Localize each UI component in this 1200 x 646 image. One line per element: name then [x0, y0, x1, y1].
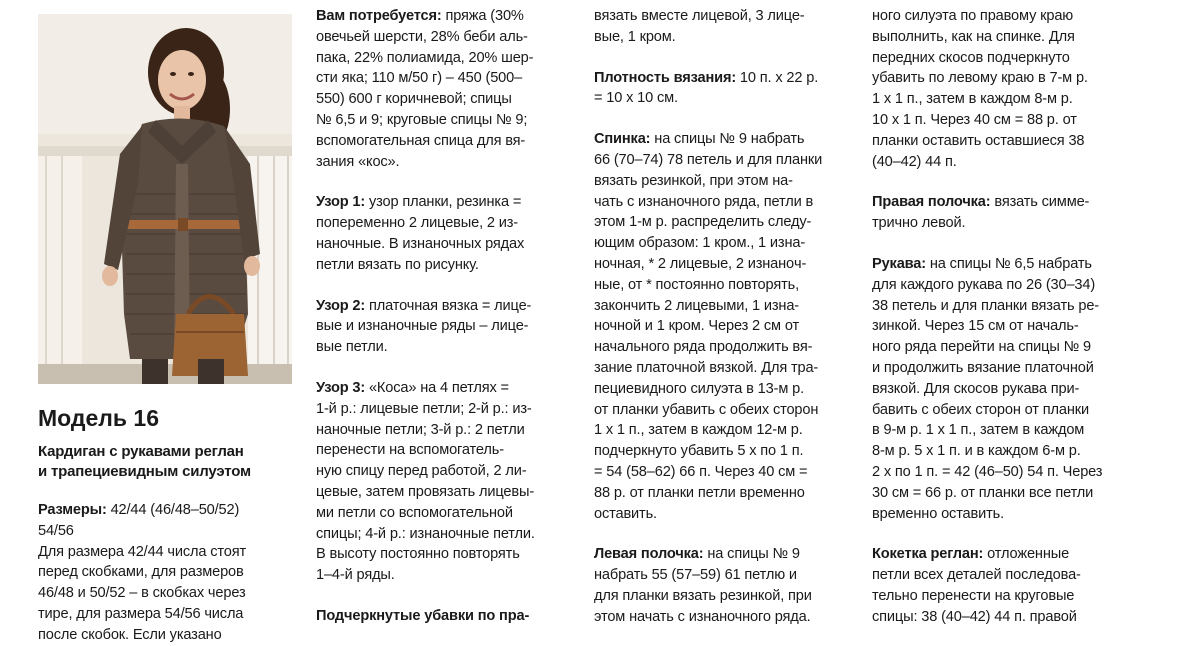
pattern2-label: Узор 2: [316, 297, 366, 314]
pattern3-label: Узор 3: [316, 379, 366, 396]
materials-label: Вам потребуется: [316, 8, 442, 24]
sleeves-label: Рукава: [872, 255, 926, 272]
model-photo-illustration [38, 14, 292, 384]
pattern3-paragraph [316, 378, 578, 586]
gauge-label: Плотность вязания: [594, 69, 737, 86]
text-column-2 [594, 6, 856, 636]
col3-continuation: ного силуэта по правому краю выполнить, как на спинке. Для передних скосов подчеркнуто убавить по левому краю в 7-м р. 1 х 1 п., затем в каждом 8-м р. 10 х 1 п. Через 40 см = 88 р. от планки оставить оставшиеся 38 (40–42) 44 п. [872, 8, 1088, 170]
decrease-paragraph [316, 606, 578, 627]
gauge-text: 10 п. х 22 р. = 10 х 10 см. [594, 69, 819, 107]
sizes-paragraph [38, 500, 296, 646]
raglan-paragraph [872, 544, 1134, 627]
raglan-label: Кокетка реглан: [872, 546, 984, 563]
model-title: Модель 16 [38, 405, 160, 431]
raglan-text: отложенные петли всех деталей последова- тельно перенести на круговые спицы: 38 (40–42) 44 п. правой [872, 546, 1081, 625]
sleeves-paragraph [872, 254, 1134, 524]
pattern1-label: Узор 1: [316, 194, 366, 211]
left-front-label: Левая полочка: [594, 546, 704, 563]
back-label: Спинка: [594, 131, 651, 148]
text-column-3 [872, 6, 1134, 636]
right-front-text: вязать симме- трично левой. [872, 194, 1090, 232]
model-photo [38, 14, 292, 384]
sizes-label: Размеры: [38, 502, 107, 518]
pattern2-text: платочная вязка = лице- вые и изнаночные ряды – лице- вые петли. [316, 297, 532, 356]
decrease-label: Подчеркнутые убавки по пра- [316, 607, 530, 624]
materials-text: пряжа (30% овечьей шерсти, 28% беби аль- пака, 22% полиамида, 20% шер- сти яка; 110 м/50 г) – 450 (500– 550) 600 г коричневой; спицы № 6,5 и 9; круговые спицы № 9; вспомогательная спица для вя- зания «кос». [316, 8, 534, 170]
left-front-text: на спицы № 9 набрать 55 (57–59) 61 петлю и для планки вязать резинкой, при этом начать с изнаночного ряда. [594, 546, 812, 625]
pattern2-paragraph [316, 296, 578, 358]
sizes-text: 42/44 (46/48–50/52) 54/56 Для размера 42/44 числа стоят перед скобками, для размеров 46/48 и 50/52 – в скобках через тире, для размера 54/56 числа после скобок. Если указано [38, 502, 247, 643]
sleeves-text: на спицы № 6,5 набрать для каждого рукава по 26 (30–34) 38 петель и для планки вязать ре- зинкой. Через 15 см от началь- ного ряда перейти на спицы № 9 и продолжить вязание платочной вязкой. Для скосов рукава при- бавить с обеих сторон от планки в 9-м р. 1 х 1 п., затем в каждом 8-м р. 5 х 1 п. и в каждом 6-м р. 2 х по 1 п. = 42 (46–50) 54 п. Через 30 см = 66 р. от планки все петли временно оставить. [872, 255, 1103, 522]
text-column-1 [316, 6, 578, 636]
col2-continuation: вязать вместе лицевой, 3 лице- вые, 1 кром. [594, 8, 805, 45]
pattern3-text: «Коса» на 4 петлях = 1-й р.: лицевые петли; 2-й р.: из- наночные петли; 3-й р.: 2 петли перенести на вспомогатель- ную спицу перед работой, 2 ли- цевые, затем провязать лицевы- ми петли со вспомогательной спицы; 4-й р.: изнаночные петли. В высоту постоянно повторять 1–4-й ряды. [316, 379, 535, 584]
right-front-label: Правая полочка: [872, 194, 991, 211]
model-subtitle: Кардиган с рукавами реглан и трапециевидным силуэтом [38, 443, 251, 480]
back-paragraph [594, 129, 856, 524]
pattern1-text: узор планки, резинка = попеременно 2 лицевые, 2 из- наночные. В изнаночных рядах петли вязать по рисунку. [316, 194, 525, 273]
left-front-paragraph [594, 544, 856, 627]
back-text: на спицы № 9 набрать 66 (70–74) 78 петель и для планки вязать резинкой, при этом на- чать с изнаночного ряда, петли в этом 1-м р. распределить следу- ющим образом: 1 кром., 1 изна- ночная, * 2 лицевые, 2 изнанoч- ные, от * постоянно повторять, закончить 2 лицевыми, 1 изна- ночной и 1 кром. Через 2 см от начального ряда продолжить вя- зание платочной вязкой. Для тра- пециевидного силуэта в 13-м р. от планки убавить с обеих сторон 1 х 1 п., затем в каждом 12-м р. подчеркнуто убавить 5 х по 1 п. = 54 (58–62) 66 п. Через 40 см = 88 р. от планки петли временно оставить. [594, 131, 823, 522]
right-front-paragraph [872, 192, 1134, 234]
gauge-paragraph [594, 68, 856, 110]
pattern1-paragraph [316, 192, 578, 275]
materials-paragraph [316, 6, 578, 172]
